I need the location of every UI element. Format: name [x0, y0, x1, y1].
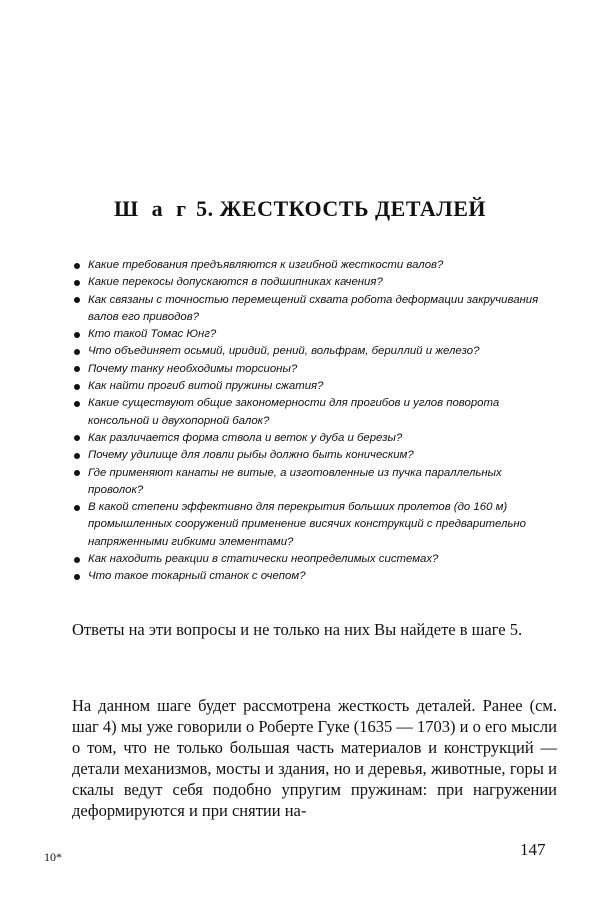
- signature-mark: 10*: [44, 850, 62, 864]
- step-title: 5. ЖЕСТКОСТЬ ДЕТАЛЕЙ: [196, 196, 486, 221]
- bullet-icon: [74, 297, 80, 303]
- list-item: Почему удилище для ловли рыбы должно быть коническим?: [72, 447, 560, 464]
- list-item: Как различается форма ствола и веток у дуба и березы?: [72, 430, 560, 447]
- list-item: Какие требования предъявляются к изгибной жесткости валов?: [72, 257, 560, 274]
- bullet-icon: [74, 280, 80, 286]
- page-number: 147: [520, 840, 546, 859]
- chapter-title: [0, 196, 600, 222]
- list-item: Кто такой Томас Юнг?: [72, 326, 560, 343]
- bullet-icon: [74, 349, 80, 355]
- list-item: Как связаны с точностью перемещений схвата робота деформации закручивания валов его приводов?: [72, 292, 560, 327]
- answers-note: Ответы на эти вопросы и не только на них Вы найдете в шаге 5.: [72, 620, 523, 639]
- list-item: Какие перекосы допускаются в подшипниках качения?: [72, 274, 560, 291]
- bullet-icon: [74, 384, 80, 390]
- bullet-icon: [74, 332, 80, 338]
- list-item: В какой степени эффективно для перекрытия больших пролетов (до 160 м) промышленных сооружений применение висячих конструкций с предварительно напряженными гибкими элементами?: [72, 499, 560, 551]
- body-paragraph: На данном шаге будет рассмотрена жесткость деталей. Ранее (см. шаг 4) мы уже говорили о Роберте Гуке (1635 — 1703) и о его мысли о том, что не только большая часть материалов и конструкций — детали механизмов, мосты и здания, но и деревья, животные, горы и скалы ведут себя подобно упругим пружинам: при нагружении деформируются и при снятии на-: [72, 696, 557, 820]
- list-item: Как находить реакции в статически неопределимых системах?: [72, 551, 560, 568]
- list-item: Как найти прогиб витой пружины сжатия?: [72, 378, 560, 395]
- bullet-icon: [74, 435, 80, 441]
- list-item: Где применяют канаты не витые, а изготовленные из пучка параллельных проволок?: [72, 465, 560, 500]
- bullet-icon: [74, 453, 80, 459]
- bullet-icon: [74, 263, 80, 269]
- bullet-icon: [74, 505, 80, 511]
- question-list: [72, 257, 560, 586]
- step-word: Ш а г: [114, 196, 191, 221]
- list-item: Что такое токарный станок с очепом?: [72, 568, 560, 585]
- list-item: Почему танку необходимы торсионы?: [72, 361, 560, 378]
- bullet-icon: [74, 557, 80, 563]
- bullet-icon: [74, 366, 80, 372]
- bullet-icon: [74, 470, 80, 476]
- bullet-icon: [74, 401, 80, 407]
- list-item: Какие существуют общие закономерности для прогибов и углов поворота консольной и двухопорной балок?: [72, 395, 560, 430]
- list-item: Что объединяет осьмий, иридий, рений, вольфрам, бериллий и железо?: [72, 343, 560, 360]
- bullet-icon: [74, 574, 80, 580]
